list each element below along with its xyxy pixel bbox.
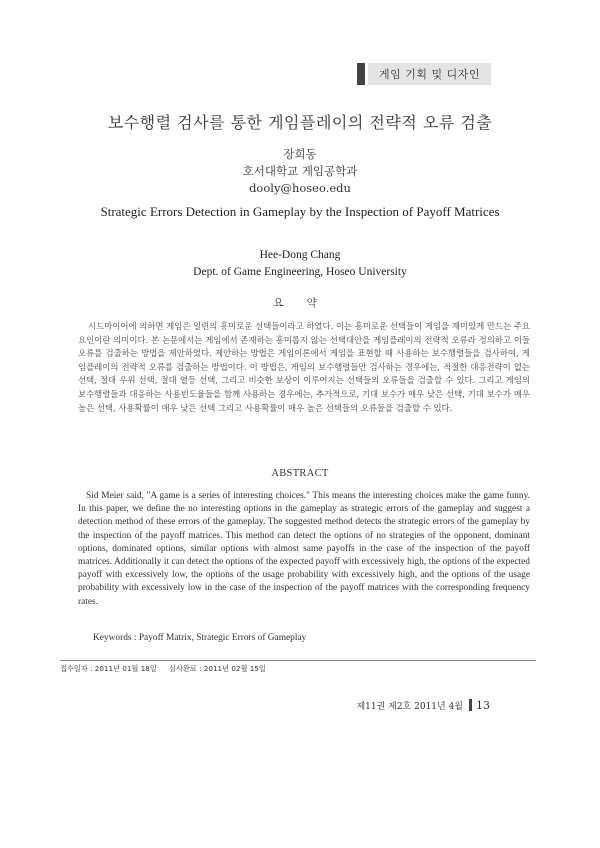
author-block-korean	[0, 146, 600, 197]
affiliation-korean: 호서대학교 게임공학과	[242, 164, 358, 178]
page-number: 13	[476, 698, 490, 712]
page-footer	[330, 698, 490, 712]
title-korean: 보수행렬 검사를 통한 게임플레이의 전략적 오류 검출	[107, 113, 493, 132]
author-block-english	[0, 247, 600, 281]
affiliation-english: Dept. of Game Engineering, Hoseo University	[193, 266, 407, 278]
author-name-korean: 장희동	[283, 147, 317, 161]
abstract-heading-korean: 요 약	[273, 297, 327, 309]
category-label: 게임 기획 및 디자인	[368, 63, 491, 85]
category-tag	[357, 63, 491, 85]
category-tag-bar	[357, 63, 365, 85]
title-english: Strategic Errors Detection in Gameplay by the Inspection of Payoff Matrices	[100, 204, 500, 219]
author-name-english: Hee-Dong Chang	[259, 249, 341, 261]
abstract-heading-english: ABSTRACT	[271, 468, 329, 479]
footnote-divider	[60, 660, 536, 661]
submission-dates	[60, 664, 276, 674]
journal-issue: 제11권 제2호 2011년 4월	[356, 701, 463, 712]
accepted-date: 심사완료 : 2011년 02월 15일	[169, 664, 266, 673]
keywords: Keywords : Payoff Matrix, Strategic Errors of Gameplay	[93, 633, 307, 643]
abstract-english: Sid Meier said, "A game is a series of interesting choices." This means the interesting choices make the game funny. In this paper, we define the no interesting options in the gameplay as strategic errors of the gameplay and suggest a detection method of these errors of the gameplay. The suggested method detects the strategic errors of the gameplay by the inspection of the payoff matrices. This method can detect the options of no strategies of the opponent, dominant options, dominated options, similar options with almost same payoffs in the case of the inspection of the payoff matrices. Additionally it can detect the options of the expected payoff with excessively high, the options of the expected payoff with excessively low, the options of the usage probability with excessively high, and the options of the usage probability with excessively low in the case of the inspection of the payoff matrices with the corresponding frequency rates.	[78, 491, 530, 607]
footer-bar	[469, 699, 472, 711]
received-date: 접수일자 : 2011년 01월 18일	[60, 664, 157, 673]
author-email: dooly@hoseo.edu	[249, 181, 351, 195]
abstract-korean: 시드마이어에 의하면 게임은 일련의 흥미로운 선택들이라고 하였다. 이는 흥미로운 선택들이 게임을 재미있게 만드는 주요 요인이란 의미이다. 본 논문에서는 게임에서 존재하는 흥미롭지 않는 선택대안을 게임플레이의 전략적 오류라 정의하고 이들 오류를 검출하는 방법을 제안하였다. 제안하는 방법은 게임이론에서 게임을 표현할 때 사용하는 보수행렬들을 검사하여, 게임플레이의 전략적 오류를 검출하는 방법이다. 이 방법은, 게임의 보수행렬들만 검사하는 경우에는, 적절한 대응전략이 없는 선택, 절대 우위 선택, 절대 열등 선택, 그리고 비슷한 보상이 이루어지는 선택들의 오류들을 검출할 수 있다. 그리고 게임의 보수행렬들과 대응하는 사용빈도율들을 함께 사용하는 경우에는, 추가적으로, 기대 보수가 매우 낮은 선택, 기대 보수가 매우 높은 선택, 사용확률이 매우 낮은 선택 그리고 사용확률이 매우 높은 선택들의 오류들을 검출할 수 있다.	[78, 321, 530, 413]
